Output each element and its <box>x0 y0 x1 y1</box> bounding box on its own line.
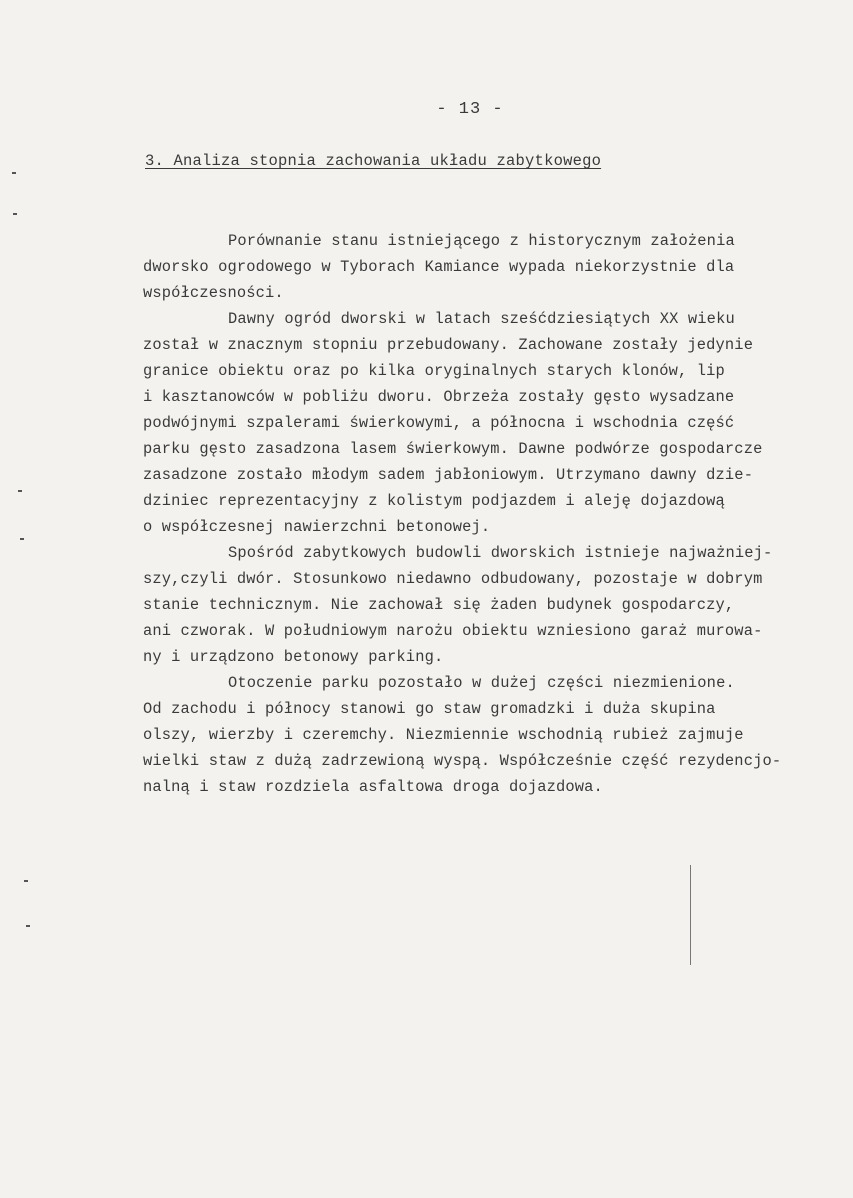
text-line: szy,czyli dwór. Stosunkowo niedawno odbudowany, pozostaje w dobrym <box>143 570 763 588</box>
text-line: Porównanie stanu istniejącego z historycznym założenia <box>228 232 735 250</box>
text-line: wielki staw z dużą zadrzewioną wyspą. Współcześnie część rezydencjo- <box>143 752 782 770</box>
margin-mark <box>24 880 28 882</box>
text-line: zasadzone zostało młodym sadem jabłoniowym. Utrzymano dawny dzie- <box>143 466 754 484</box>
text-line: parku gęsto zasadzona lasem świerkowym. Dawne podwórze gospodarcze <box>143 440 763 458</box>
text-line: został w znacznym stopniu przebudowany. Zachowane zostały jedynie <box>143 336 754 354</box>
text-line: współczesności. <box>143 284 284 302</box>
page-number: - 13 - <box>436 100 504 119</box>
margin-mark <box>18 490 22 492</box>
margin-mark <box>26 925 30 927</box>
text-line: Otoczenie parku pozostało w dużej części niezmienione. <box>228 674 735 692</box>
text-line: i kasztanowców w pobliżu dworu. Obrzeża zostały gęsto wysadzane <box>143 388 735 406</box>
text-line: stanie technicznym. Nie zachował się żaden budynek gospodarczy, <box>143 596 735 614</box>
text-line: nalną i staw rozdziela asfaltowa droga dojazdowa. <box>143 778 603 796</box>
body-text <box>143 228 833 800</box>
text-line: ani czworak. W południowym narożu obiektu wzniesiono garaż murowa- <box>143 622 763 640</box>
section-heading: 3. Analiza stopnia zachowania układu zabytkowego <box>145 152 602 170</box>
text-line: Od zachodu i północy stanowi go staw gromadzki i duża skupina <box>143 700 716 718</box>
text-line: Spośród zabytkowych budowli dworskich istnieje najważniej- <box>228 544 773 562</box>
text-line: dworsko ogrodowego w Tyborach Kamiance wypada niekorzystnie dla <box>143 258 735 276</box>
text-line: olszy, wierzby i czeremchy. Niezmiennie wschodnią rubież zajmuje <box>143 726 744 744</box>
text-line: Dawny ogród dworski w latach sześćdziesiątych XX wieku <box>228 310 735 328</box>
margin-mark <box>13 213 17 215</box>
margin-line <box>690 865 691 965</box>
text-line: ny i urządzono betonowy parking. <box>143 648 444 666</box>
text-line: granice obiektu oraz po kilka oryginalnych starych klonów, lip <box>143 362 725 380</box>
margin-mark <box>12 172 16 174</box>
text-line: podwójnymi szpalerami świerkowymi, a północna i wschodnia część <box>143 414 735 432</box>
margin-mark <box>20 538 24 540</box>
text-line: dziniec reprezentacyjny z kolistym podjazdem i aleję dojazdową <box>143 492 725 510</box>
text-line: o współczesnej nawierzchni betonowej. <box>143 518 491 536</box>
